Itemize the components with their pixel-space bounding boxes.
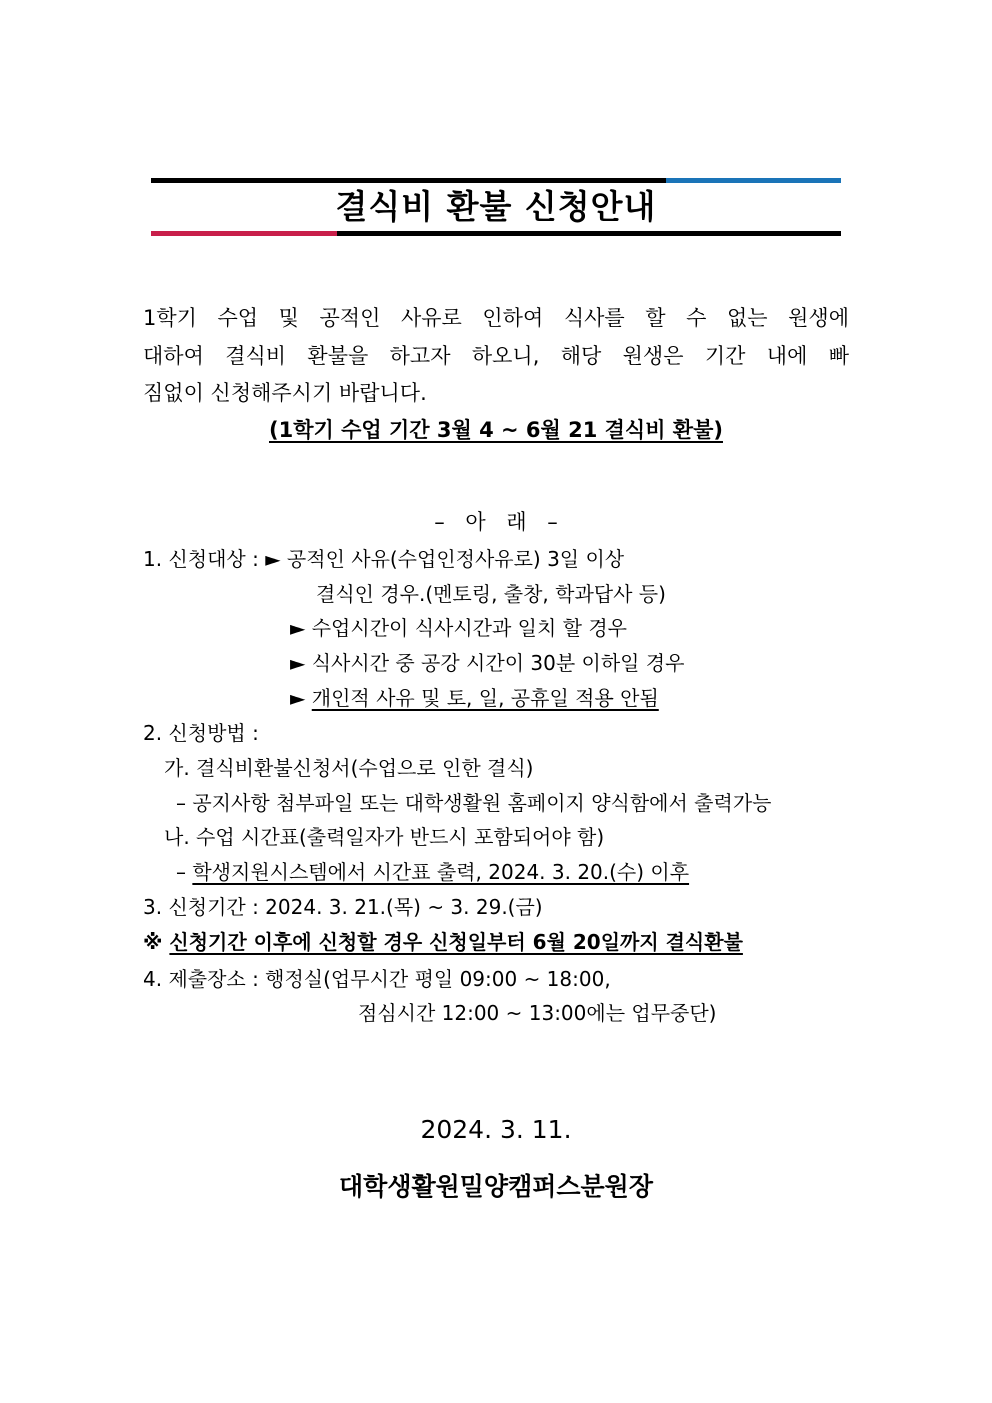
section2-ga: 가. 결식비환불신청서(수업으로 인한 결식) xyxy=(164,756,534,780)
section1-item-4-marker: ► xyxy=(290,686,312,710)
notice-date: 2024. 3. 11. xyxy=(420,1115,572,1144)
section-heading-arae: – 아 래 – xyxy=(434,510,558,534)
intro-line-3: 짐없이 신청해주시기 바랍니다. xyxy=(143,381,427,405)
section1-item-4 xyxy=(290,684,659,712)
title-bar-bottom-red xyxy=(151,231,337,236)
title-bar-top-blue xyxy=(666,178,841,183)
title-bar-bottom-black xyxy=(337,231,841,236)
intro-line-2: 대하여 결식비 환불을 하고자 하오니, 해당 원생은 기간 내에 빠 xyxy=(143,344,849,368)
section2-label: 2. 신청방법 : xyxy=(143,721,259,745)
section3-period: 3. 신청기간 : 2024. 3. 21.(목) ~ 3. 29.(금) xyxy=(143,895,543,919)
refund-period xyxy=(143,416,849,444)
section1-label: 1. 신청대상 : xyxy=(143,547,266,571)
section1-item-3: ► 식사시간 중 공강 시간이 30분 이하일 경우 xyxy=(290,651,685,675)
page-title: 결식비 환불 신청안내 xyxy=(335,187,657,226)
notice-text: 신청기간 이후에 신청할 경우 신청일부터 6월 20일까지 결식환불 xyxy=(169,930,743,954)
section1-item-1-continued: 결식인 경우.(멘토링, 출창, 학과답사 등) xyxy=(316,582,666,606)
section2-ga-note: – 공지사항 첨부파일 또는 대학생활원 홈페이지 양식함에서 출력가능 xyxy=(176,791,772,815)
section1-item-1: ► 공적인 사유(수업인정사유로) 3일 이상 xyxy=(265,547,625,571)
section2-na-note-marker: – xyxy=(176,860,193,884)
intro-line-1: 1학기 수업 및 공적인 사유로 인하여 식사를 할 수 없는 원생에 xyxy=(143,306,849,330)
section1-item-2: ► 수업시간이 식사시간과 일치 할 경우 xyxy=(290,616,627,640)
section2-na: 나. 수업 시간표(출력일자가 반드시 포함되어야 함) xyxy=(164,825,605,849)
notice-marker: ※ xyxy=(143,930,170,954)
late-application-notice xyxy=(143,928,743,956)
section4-line-1: 4. 제출장소 : 행정실(업무시간 평일 09:00 ~ 18:00, xyxy=(143,967,611,991)
section2-na-note-text: 학생지원시스템에서 시간표 출력, 2024. 3. 20.(수) 이후 xyxy=(192,860,690,884)
refund-period-text: (1학기 수업 기간 3월 4 ~ 6월 21 결식비 환불) xyxy=(269,418,723,442)
section1-line-1 xyxy=(143,545,624,573)
title-bar-top-black xyxy=(151,178,666,183)
section2-na-note xyxy=(176,858,689,886)
signer-name: 대학생활원밀양캠퍼스분원장 xyxy=(339,1172,653,1201)
section1-item-4-text: 개인적 사유 및 토, 일, 공휴일 적용 안됨 xyxy=(311,686,659,710)
section4-line-2: 점심시간 12:00 ~ 13:00에는 업무중단) xyxy=(358,1001,717,1025)
